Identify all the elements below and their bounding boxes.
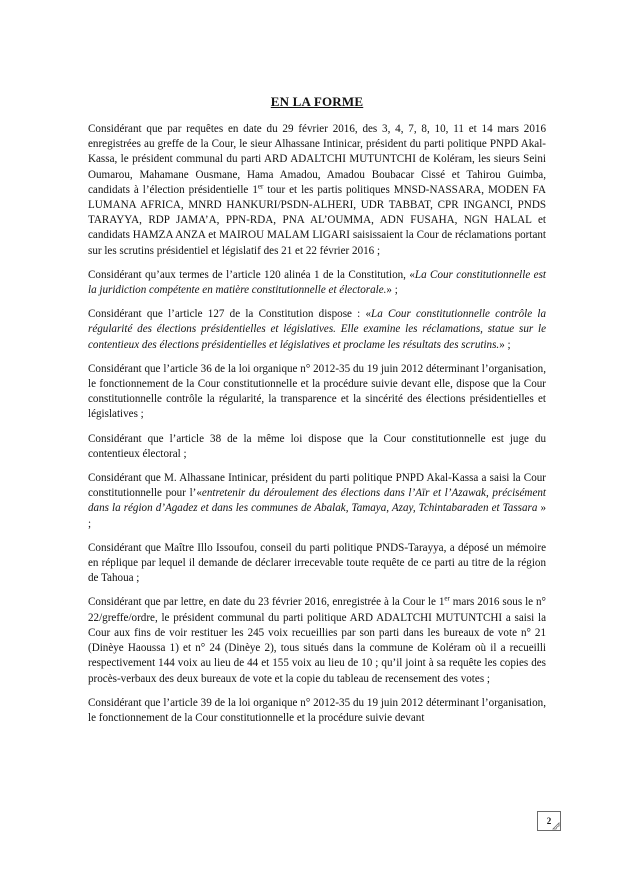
- paragraph: [88, 122, 546, 259]
- paragraph: [88, 696, 546, 726]
- paragraph: [88, 595, 546, 686]
- paragraph-text: Considérant que l’article 39 de la loi organique n° 2012-35 du 19 juin 2012 déterminant l’organisation, le fonctionnement de la Cour constitutionnelle et la procédure suivie devant: [88, 696, 546, 724]
- paragraph-text: Considérant que l’article 38 de la même loi dispose que la Cour constitutionnelle est juge du contentieux électoral ;: [88, 432, 546, 460]
- paragraph: [88, 362, 546, 423]
- section-heading: EN LA FORME: [270, 94, 364, 109]
- paragraph-text: tour et les partis politiques MNSD-NASSARA, MODEN FA LUMANA AFRICA, MNRD HANKURI/PSDN-ALHERI, UDR TABBAT, CPR INGANCI, PNDS TARAYYA, RDP JAMA’A, PPN-RDA, PNA AL’OUMMA, ADN FUSAHA, NGN HALAL et candidats HAMZA ANZA et MAIROU MALAM LIGARI saisissaient la Cour de réclamations portant sur les scrutins présidentiel et législatif des 21 et 22 février 2016 ;: [88, 183, 546, 257]
- document-body: [88, 94, 546, 735]
- paragraph-text: Considérant que par lettre, en date du 23 février 2016, enregistrée à la Cour le 1: [88, 596, 445, 609]
- paragraph-text: Considérant que M. Alhassane Intinicar, président du parti politique PNPD Akal-Kassa a saisi la Cour constitutionnelle pour l’«: [88, 472, 546, 500]
- superscript-text: er: [444, 594, 450, 603]
- paragraph-text: Considérant que par requêtes en date du 29 février 2016, des 3, 4, 7, 8, 10, 11 et 14 mars 2016 enregistrées au greffe de la Cour, le sieur Alhassane Intinicar, président du parti politique PNPD Akal-Kassa, le président communal du parti ARD ADALTCHI MUTUNTCHI de Koléram, les sieurs Seini Oumarou, Mahamane Ousmane, Hama Amadou, Amadou Boubacar Cissé et Tahirou Guimba, candidats à l’élection présidentielle 1: [88, 123, 546, 196]
- paragraph-text: Considérant que l’article 36 de la loi organique n° 2012-35 du 19 juin 2012 déterminant l’organisation, le fonctionnement de la Cour constitutionnelle et la procédure suivie devant elle, dispose que la Cour constitutionnelle contrôle la régularité, la transparence et la sincérité des élections présidentielles et législatives ;: [88, 362, 546, 421]
- page-number: 2: [537, 811, 561, 831]
- paragraph-list: [88, 122, 546, 726]
- paragraph-text: » ;: [499, 338, 511, 351]
- quoted-text: entretenir du déroulement des élections dans l’Aïr et l’Azawak, précisément dans la région d’Agadez et dans les communes de Abalak, Tamaya, Azay, Tchintabaraden et Tassara: [88, 487, 546, 515]
- paragraph-text: Considérant que l’article 127 de la Constitution dispose : «: [88, 308, 372, 321]
- paragraph-text: » ;: [88, 502, 546, 530]
- paragraph-text: Considérant qu’aux termes de l’article 120 alinéa 1 de la Constitution, «: [88, 268, 415, 281]
- page-curl-icon: [552, 822, 560, 830]
- paragraph-text: mars 2016 sous le n° 22/greffe/ordre, le président communal du parti politique ARD ADALTCHI MUTUNTCHI a saisi la Cour aux fins de voir restituer les 245 voix recueillies par son parti dans les bureaux de vote n° 21 (Dinèye Haoussa 1) et n° 24 (Dinèye 2), tous situés dans la commune de Koléram où il a recueilli respectivement 144 voix au lieu de 44 et 155 voix au lieu de 10 ; qu’il joint à sa requête les copies des procès-verbaux des deux bureaux de vote et la copie du tableau de recensement des votes ;: [88, 596, 546, 685]
- paragraph: [88, 268, 546, 298]
- paragraph: [88, 541, 546, 587]
- quoted-text: La Cour constitutionnelle est la juridiction compétente en matière constitutionnelle et électorale.: [88, 268, 546, 297]
- quoted-text: La Cour constitutionnelle contrôle la régularité des élections présidentielles et législatives. Elle examine les réclamations, statue sur le contentieux des élections présidentielles et législatives et proclame les résultats des scrutins.: [88, 308, 546, 351]
- paragraph: [88, 471, 546, 532]
- superscript-text: er: [257, 182, 264, 191]
- paragraph-text: » ;: [386, 284, 398, 297]
- paragraph: [88, 432, 546, 462]
- paragraph-text: Considérant que Maître Illo Issoufou, conseil du parti politique PNDS-Tarayya, a déposé un mémoire en réplique par lequel il demande de déclarer irrecevable toute requête de ce parti au titre de la région de Tahoua ;: [88, 541, 546, 585]
- paragraph: [88, 307, 546, 353]
